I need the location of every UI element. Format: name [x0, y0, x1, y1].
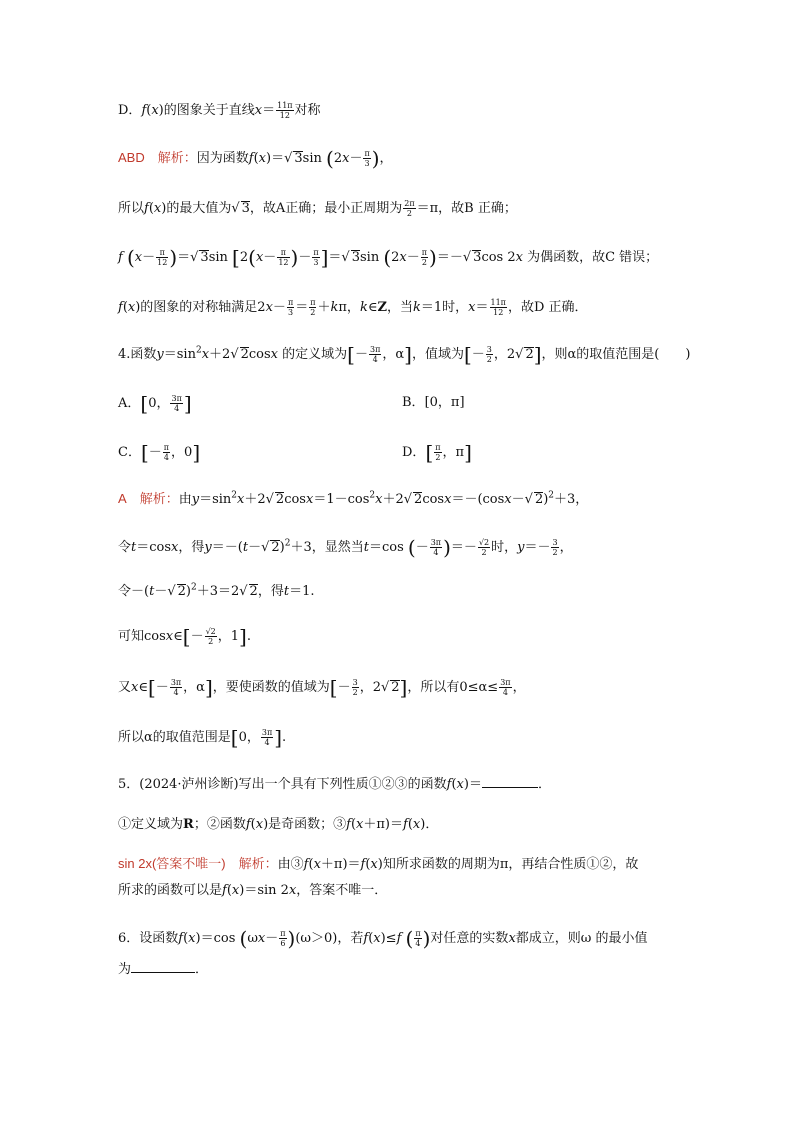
q4-solution-line-6: 所以α的取值范围是[0， $\frac{3\pi}{4}$ ].: [118, 725, 287, 750]
q4-option-c[interactable]: C．[－ $\frac{\pi}{4}$ ，0]: [118, 440, 201, 465]
q4-solution-line-4: 可知cosx∈[－ $\frac{√2}{2}$ ，1].: [118, 624, 251, 649]
option-label: C．: [118, 445, 141, 460]
q3-solution-line-3: f (x－ $\frac{\pi}{12}$ )＝√ 3sin [2(x－ $\frac{\pi}{12}$ )－ $\frac{\pi}{3}$ ]＝√ 3sin (2x－ $\frac{\pi}{2}$ )＝－√ 3cos 2x 为偶函数，故C 错误；: [118, 245, 659, 270]
q3-solution-line-1: ABD 解析：因为函数f(x)＝√ 3sin (2x－ $\frac{\pi}{3}$ )，: [118, 146, 393, 171]
option-label: A．: [118, 396, 141, 411]
option-label: B．: [402, 395, 425, 410]
answer-badge: ABD: [118, 150, 145, 165]
q4-solution-line-1: A 解析：由$y=\sin^2x+2√$ $2\cos x=1-\cos^2x+2√$ 2cosx＝－(cosx－√ 2)$^2$＋3，: [118, 490, 589, 507]
analysis-label: 解析：: [238, 856, 278, 871]
q4-option-b[interactable]: B．[0，π]: [402, 395, 465, 410]
q5-solution-line-1: sin 2x(答案不唯一) 解析：由③f(x＋π)＝f(x)知所求函数的周期为π，再结合性质①②，故: [118, 856, 639, 872]
q4-solution-line-3: 令－(t－√ 2)$^2$＋3＝2√ 2，得t＝1.: [118, 582, 315, 599]
option-label: D．: [402, 445, 426, 460]
q3-solution-line-2: 所以f(x)的最大值为√ 3，故A正确；最小正周期为 $\frac{2\pi}{2}$ ＝π，故B 正确；: [118, 199, 517, 218]
q4-stem: 4.函数$y=\sin^2x+2√$ 2cosx 的定义域为[－ $\frac{3\pi}{4}$ ，α]，值域为[－ $\frac{3}{2}$ ，2√ 2]，则α的取值范围是( ): [118, 342, 691, 367]
q5-stem: 5．(2024·泸州诊断)写出一个具有下列性质①②③的函数f(x)＝ ．: [118, 777, 551, 792]
q6-stem-line-1: 6．设函数f(x)＝cos (ωx－ $\frac{\pi}{6}$ )(ω＞0)，若f(x)≤f ( $\frac{\pi}{4}$ )对任意的实数x都成立，则ω 的最小值: [118, 926, 648, 951]
q4-solution-line-2: 令t＝cosx，得y＝－(t－√ 2)$^2$＋3，显然当t＝cos (－ $\frac{3\pi}{4}$ )＝－ $\frac{√2}{2}$ 时，y＝－ $\frac{3}{2}$ ，: [118, 535, 573, 560]
answer-blank[interactable]: [482, 775, 538, 788]
q4-option-d[interactable]: D．[ $\frac{\pi}{2}$ ，π]: [402, 440, 472, 465]
q5-solution-line-2: 所求的函数可以是f(x)＝sin 2x，答案不唯一．: [118, 883, 388, 898]
q3-solution-line-4: f(x)的图象的对称轴满足2x－ $\frac{\pi}{3}$ ＝ $\frac{\pi}{2}$ ＋kπ，k∈Z，当k＝1时，x＝ $\frac{11\pi}{12}$ ，故D 正确．: [118, 298, 588, 317]
q5-properties: ①定义域为R；②函数f(x)是奇函数；③f(x＋π)＝f(x)．: [118, 817, 439, 832]
prev-option-d: D．f(x)的图象关于直线x＝ $\frac{11\pi}{12}$ 对称: [118, 101, 321, 120]
answer-blank[interactable]: [131, 960, 195, 973]
analysis-label: 解析：: [157, 150, 197, 165]
q4-solution-line-5: 又x∈[－ $\frac{3\pi}{4}$ ，α]，要使函数的值域为[－ $\frac{3}{2}$ ，2√ 2]，所以有0≤α≤ $\frac{3\pi}{4}$ ，: [118, 675, 526, 700]
q4-option-a[interactable]: A．[0， $\frac{3\pi}{4}$ ]: [118, 391, 192, 416]
answer-badge: A: [118, 491, 127, 506]
q6-stem-line-2: 为 ．: [118, 962, 209, 977]
analysis-label: 解析：: [139, 491, 179, 506]
option-label: D．: [118, 103, 142, 118]
answer-badge: sin 2x(答案不唯一): [118, 856, 226, 871]
